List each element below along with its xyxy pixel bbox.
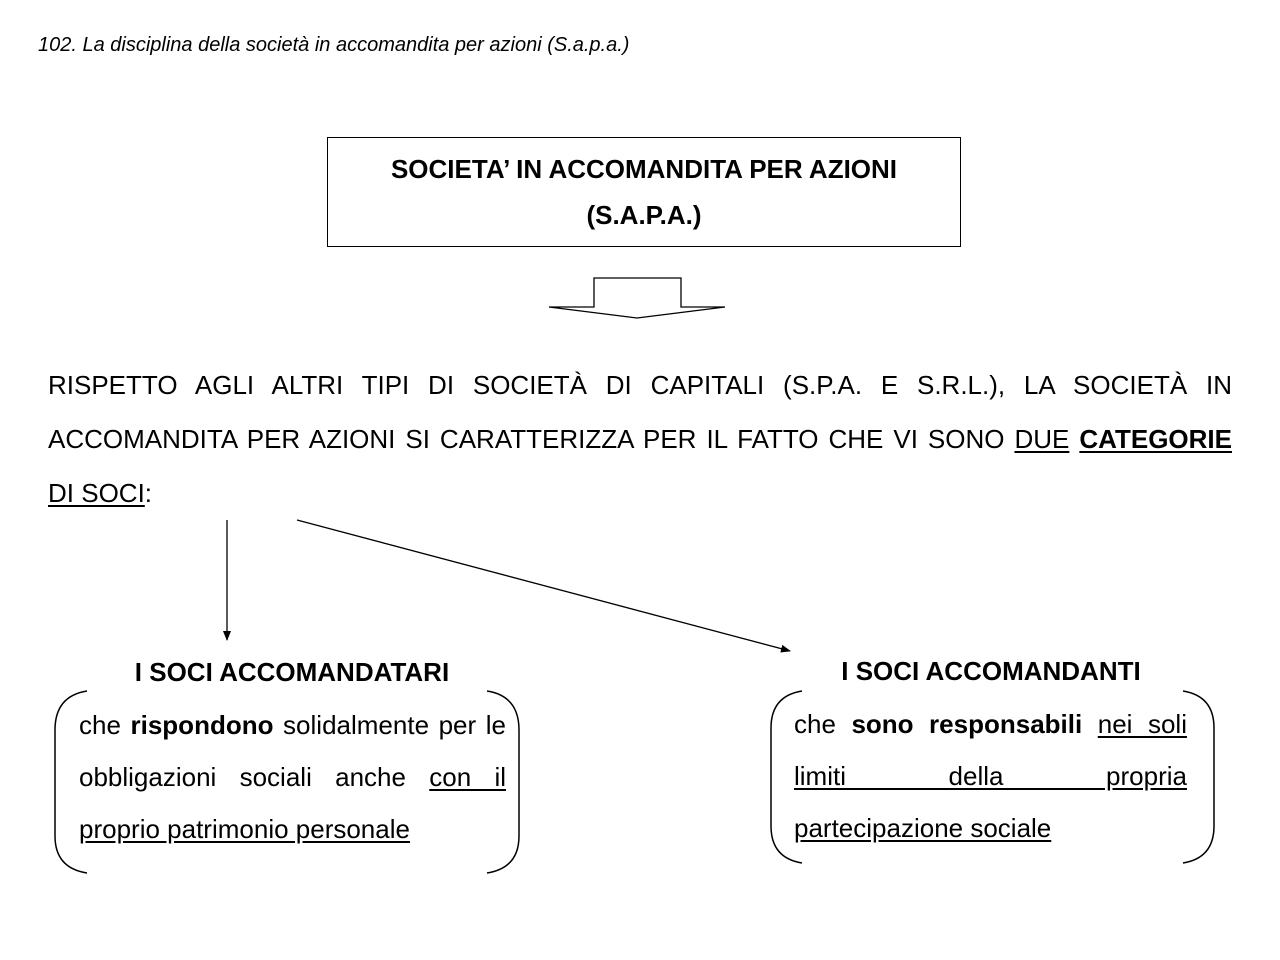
accomandanti-bold: sono responsabili (851, 709, 1083, 739)
accomandatari-title: I SOCI ACCOMANDATARI (134, 657, 450, 687)
accomandatari-che: che (79, 710, 131, 740)
accomandatari-rest: solidalmente per le obbligazioni sociali anche (79, 710, 506, 792)
accomandatari-underlined: con il proprio patrimonio personale (79, 762, 506, 844)
intro-di-soci: DI SOCI (48, 478, 145, 508)
intro-text: RISPETTO AGLI ALTRI TIPI DI SOCIETÀ DI CAPITALI (S.P.A. E S.R.L.), LA SOCIETÀ IN ACCOMANDITA PER AZIONI SI CARATTERIZZA PER IL FATTO CHE VI SONO (48, 370, 1232, 454)
accomandatari-description (79, 699, 506, 855)
accomandanti-line-1 (794, 698, 1187, 750)
accomandanti-u3: partecipazione sociale (794, 813, 1052, 843)
accomandanti-u1: nei soli (1097, 709, 1187, 739)
accomandanti-u2: limiti della propria (794, 761, 1187, 791)
accomandatari-bold: rispondono (130, 710, 274, 740)
accomandanti-title: I SOCI ACCOMANDANTI (841, 656, 1141, 686)
title-line-1: SOCIETA’ IN ACCOMANDITA PER AZIONI (390, 154, 898, 184)
block-arrow-down (549, 278, 725, 318)
intro-categorie: CATEGORIE (1079, 424, 1232, 454)
intro-colon: : (144, 478, 153, 508)
accomandanti-description (794, 698, 1187, 854)
accomandanti-che: che (794, 709, 852, 739)
title-line-2: (S.A.P.A.) (586, 200, 702, 230)
bracket-right-close (1183, 691, 1214, 863)
page-header: 102. La disciplina della società in accomandita per azioni (S.a.p.a.) (38, 34, 630, 56)
intro-due: DUE (1014, 424, 1070, 454)
accomandanti-space (1082, 709, 1098, 739)
arrow-to-accomandanti (297, 520, 790, 651)
intro-paragraph (48, 358, 1232, 520)
